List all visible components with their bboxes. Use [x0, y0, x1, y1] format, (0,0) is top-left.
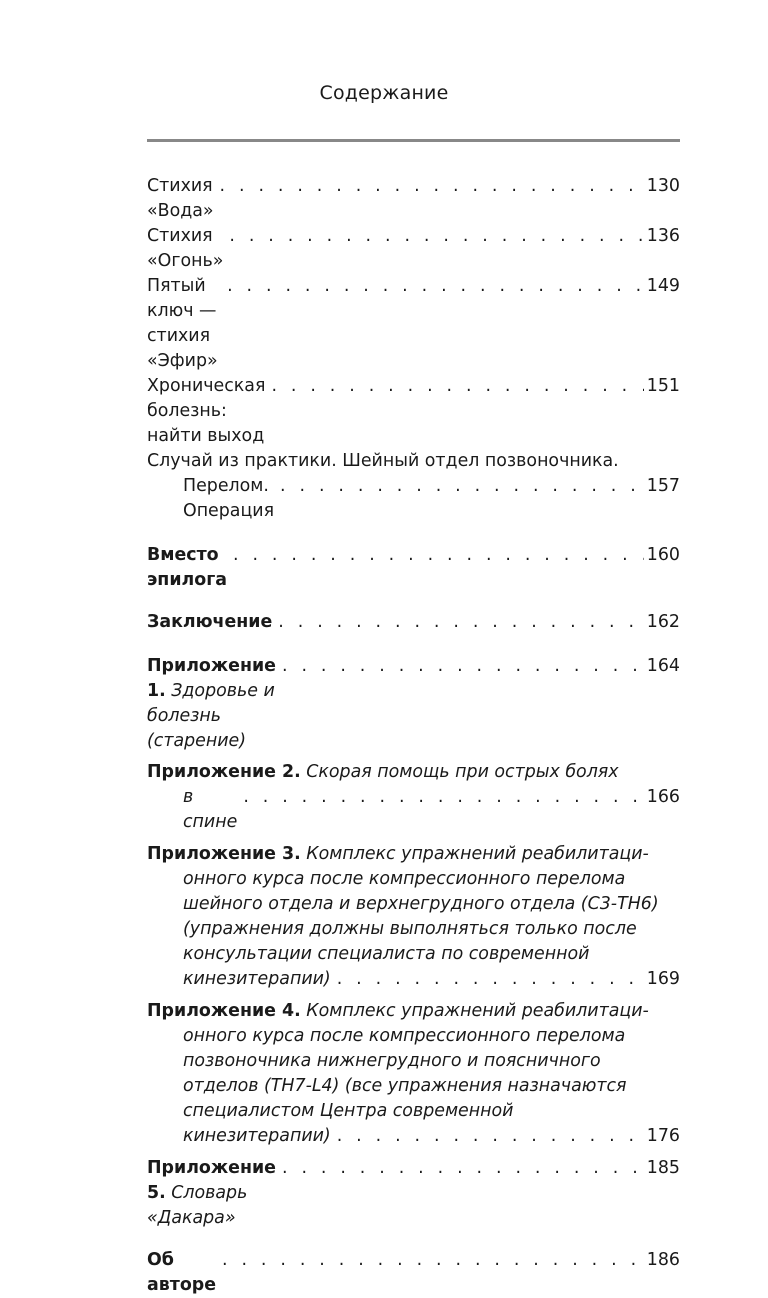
toc-page-number: 164 — [646, 656, 680, 676]
toc-page-number: 136 — [646, 226, 680, 246]
dot-leader — [280, 474, 644, 499]
toc-entry-appendix-3[interactable] — [147, 842, 680, 992]
toc-entry-title-line: Перелом. Операция — [183, 476, 275, 521]
dot-leader — [271, 374, 643, 399]
toc-page-number: 151 — [646, 376, 680, 396]
dot-leader — [229, 224, 643, 249]
dot-leader — [278, 610, 644, 635]
appendix-title-line: (упражнения должны выполняться только после — [183, 919, 637, 939]
appendix-title-line: кинезитерапии) — [183, 969, 331, 989]
appendix-title-line: кинезитерапии) — [183, 1126, 331, 1146]
appendix-label: Приложение 4. — [147, 1001, 301, 1021]
toc-entry-appendix-1[interactable] — [147, 654, 680, 754]
toc-entry-appendix-2[interactable] — [147, 760, 680, 835]
dot-leader — [220, 174, 644, 199]
appendix-title-line: отделов (ТН7-L4) (все упражнения назначаются — [183, 1076, 627, 1096]
appendix-label: Приложение 2. — [147, 762, 301, 782]
appendix-label: Приложение 3. — [147, 844, 301, 864]
appendix-title-line: Скорая помощь при острых болях — [306, 762, 619, 782]
dot-leader — [337, 967, 644, 992]
page-title: Содержание — [319, 82, 449, 104]
toc-entry-fire[interactable] — [147, 224, 680, 274]
toc-page-number: 166 — [646, 787, 680, 807]
table-of-contents — [147, 174, 680, 1295]
dot-leader — [243, 785, 643, 810]
toc-entry-title: Стихия «Огонь» — [147, 226, 224, 271]
dot-leader — [282, 1156, 644, 1181]
appendix-title-line: онного курса после компрессионного перелома — [183, 869, 626, 889]
appendix-label: Приложение 1. — [147, 656, 276, 701]
toc-entry-title-line: Случай из практики. Шейный отдел позвоночника. — [147, 451, 619, 471]
appendix-title: Словарь «Дакара» — [147, 1183, 248, 1228]
toc-page-number: 149 — [646, 276, 680, 296]
toc-entry-ether[interactable] — [147, 274, 680, 374]
appendix-title: Здоровье и болезнь (старение) — [147, 681, 275, 751]
header-divider — [147, 139, 680, 142]
appendix-title-line: шейного отдела и верхнегрудного отдела (С3-ТН6) — [183, 894, 659, 914]
toc-page-number: 130 — [646, 176, 680, 196]
toc-entry-author[interactable] — [147, 1248, 680, 1298]
toc-entry-water[interactable] — [147, 174, 680, 224]
appendix-title-line: специалистом Центра современной — [183, 1101, 514, 1121]
toc-page-number: 176 — [646, 1126, 680, 1146]
toc-entry-chronic[interactable] — [147, 374, 680, 449]
toc-page-number: 185 — [646, 1158, 680, 1178]
toc-entry-title: Хроническая болезнь: найти выход — [147, 376, 266, 446]
toc-page-number: 160 — [646, 545, 680, 565]
toc-entry-conclusion[interactable] — [147, 610, 680, 635]
dot-leader — [337, 1124, 644, 1149]
toc-entry-appendix-5[interactable] — [147, 1156, 680, 1231]
toc-page-number: 157 — [646, 476, 680, 496]
toc-entry-title: Стихия «Вода» — [147, 176, 214, 221]
toc-entry-appendix-4[interactable] — [147, 999, 680, 1149]
appendix-label: Приложение 5. — [147, 1158, 276, 1203]
toc-entry-title: Об авторе — [147, 1250, 217, 1295]
appendix-title-line: онного курса после компрессионного перелома — [183, 1026, 626, 1046]
dot-leader — [233, 543, 644, 568]
dot-leader — [227, 274, 644, 299]
toc-entry-title: Заключение — [147, 612, 273, 632]
appendix-title-line: Комплекс упражнений реабилитаци- — [306, 1001, 649, 1021]
toc-page-number: 186 — [646, 1250, 680, 1270]
dot-leader — [282, 654, 644, 679]
toc-entry-title: Пятый ключ — стихия «Эфир» — [147, 276, 218, 371]
dot-leader — [222, 1248, 644, 1273]
toc-entry-epilogue[interactable] — [147, 543, 680, 593]
appendix-title-line: в спине — [183, 787, 238, 832]
toc-entry-title: Вместо эпилога — [147, 545, 228, 590]
appendix-title-line: Комплекс упражнений реабилитаци- — [306, 844, 649, 864]
toc-page-number: 169 — [646, 969, 680, 989]
toc-page-number: 162 — [646, 612, 680, 632]
appendix-title-line: позвоночника нижнегрудного и поясничного — [183, 1051, 601, 1071]
appendix-title-line: консультации специалиста по современной — [183, 944, 590, 964]
toc-entry-case[interactable] — [147, 449, 680, 524]
